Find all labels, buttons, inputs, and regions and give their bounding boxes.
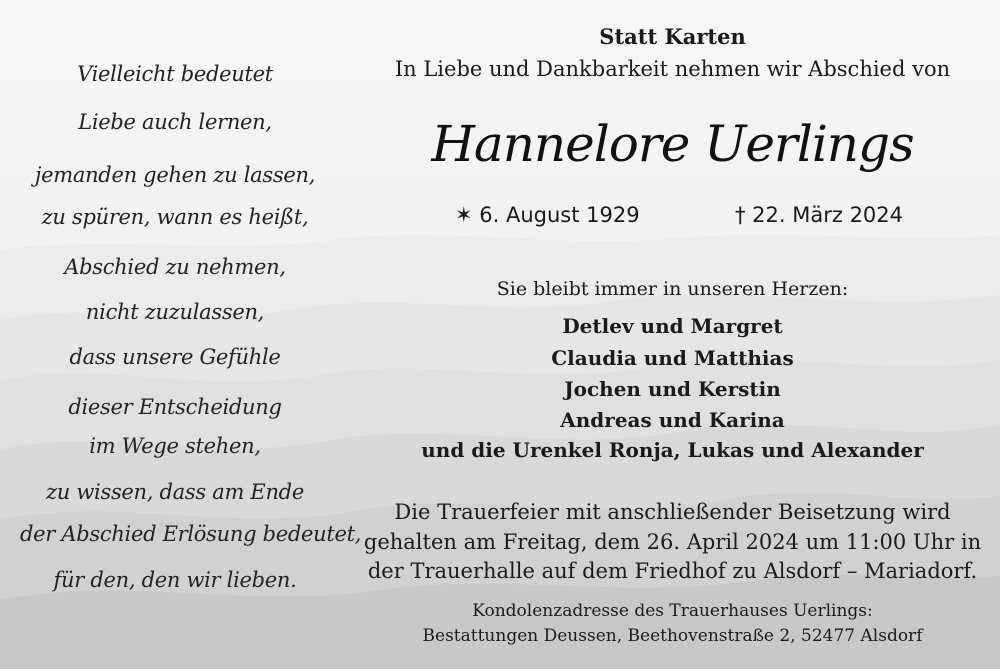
family-line: Claudia und Matthias [551, 346, 794, 370]
poem-line: für den, den wir lieben. [53, 568, 297, 592]
deceased-name: Hannelore Uerlings [431, 115, 914, 173]
family-line: Jochen und Kerstin [564, 377, 781, 401]
contact-line: Bestattungen Deussen, Beethovenstraße 2, 52477 Alsdorf [422, 626, 923, 646]
poem-line: dieser Entscheidung [68, 395, 282, 419]
family-line: Detlev und Margret [562, 314, 783, 338]
poem-line: dass unsere Gefühle [69, 345, 281, 369]
poem-line: jemanden gehen zu lassen, [34, 163, 316, 187]
poem-line: nicht zuzulassen, [85, 300, 265, 324]
service-line: der Trauerhalle auf dem Friedhof zu Alsdorf – Mariadorf. [367, 559, 978, 583]
poem-line: Vielleicht bedeutet [77, 62, 273, 86]
remembrance-line: Sie bleibt immer in unseren Herzen: [496, 278, 849, 300]
service-line: gehalten am Freitag, dem 26. April 2024 um 11:00 Uhr in [363, 530, 982, 554]
birth-date: ✶ 6. August 1929 [455, 203, 640, 227]
heading: Statt Karten [599, 24, 746, 49]
family-line: Andreas und Karina [560, 408, 785, 432]
death-date: † 22. März 2024 [735, 203, 904, 227]
service-line: Die Trauerfeier mit anschließender Beisetzung wird [394, 500, 951, 524]
poem-line: der Abschied Erlösung bedeutet, [20, 522, 362, 546]
family-line: und die Urenkel Ronja, Lukas und Alexander [421, 438, 924, 462]
poem-line: zu wissen, dass am Ende [46, 480, 304, 504]
contact-line: Kondolenzadresse des Trauerhauses Uerlings: [472, 601, 873, 621]
poem-line: Abschied zu nehmen, [64, 255, 286, 279]
poem-line: zu spüren, wann es heißt, [41, 205, 309, 229]
intro-text: In Liebe und Dankbarkeit nehmen wir Abschied von [394, 57, 951, 81]
poem-line: im Wege stehen, [89, 434, 261, 458]
poem-line: Liebe auch lernen, [78, 110, 272, 134]
